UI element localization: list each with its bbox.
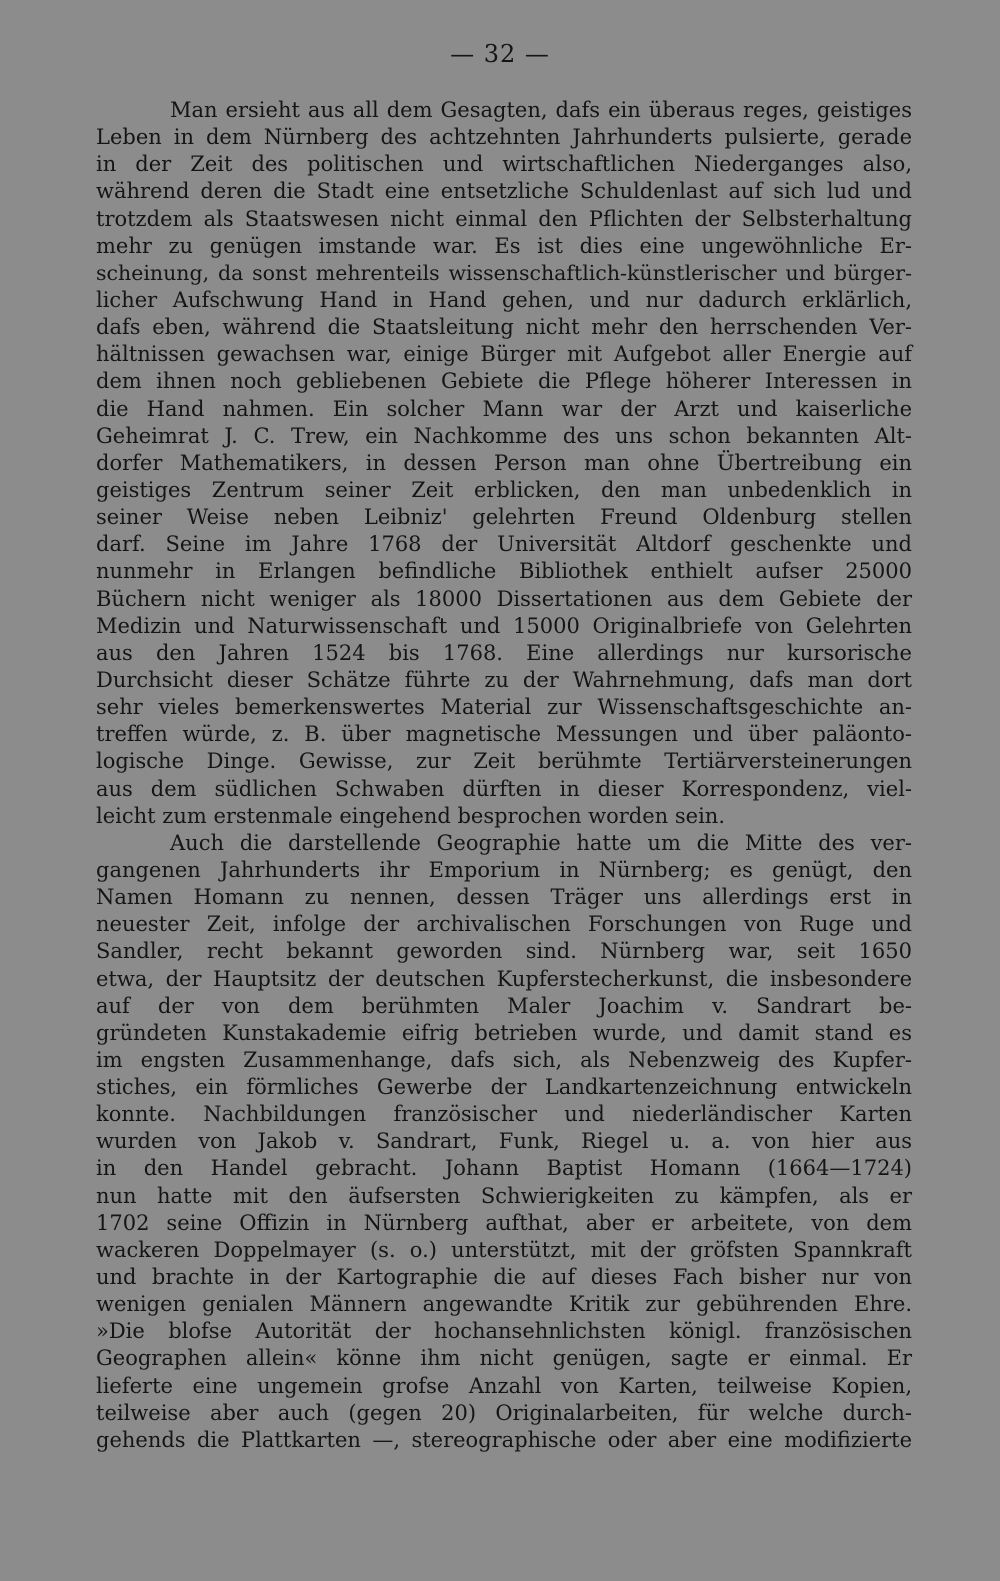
text-line: hältnissen gewachsen war, einige Bürger mit Aufgebot aller Energie auf bbox=[96, 342, 912, 367]
text-line: Man ersieht aus all dem Gesagten, dafs ein überaus reges, geistiges bbox=[170, 98, 912, 122]
text-line: »Die blofse Autorität der hochansehnlichsten königl. französischen bbox=[96, 1319, 912, 1344]
text-line: während deren die Stadt eine entsetzliche Schuldenlast auf sich lud und bbox=[96, 179, 912, 204]
text-line: logische Dinge. Gewisse, zur Zeit berühmte Tertiärversteinerungen bbox=[96, 749, 912, 774]
text-line: nunmehr in Erlangen befindliche Bibliothek enthielt aufser 25000 bbox=[96, 559, 912, 584]
text-line: Auch die darstellende Geographie hatte um die Mitte des ver- bbox=[170, 830, 912, 855]
text-line: neuester Zeit, infolge der archivalischen Forschungen von Ruge und bbox=[96, 912, 912, 937]
text-line: lieferte eine ungemein grofse Anzahl von Karten, teilweise Kopien, bbox=[96, 1373, 912, 1398]
text-line: 1702 seine Offizin in Nürnberg aufthat, aber er arbeitete, von dem bbox=[96, 1210, 912, 1235]
text-line: gangenen Jahrhunderts ihr Emporium in Nürnberg; es genügt, den bbox=[96, 857, 912, 882]
text-line: gehends die Plattkarten —, stereographische oder aber eine modifizierte bbox=[96, 1427, 912, 1452]
text-line: Büchern nicht weniger als 18000 Dissertationen aus dem Gebiete der bbox=[96, 586, 912, 611]
text-line: in den Handel gebracht. Johann Baptist Homann (1664—1724) bbox=[96, 1156, 912, 1181]
text-line: dem ihnen noch gebliebenen Gebiete die Pflege höherer Interessen in bbox=[96, 369, 912, 394]
text-line: konnte. Nachbildungen französischer und niederländischer Karten bbox=[96, 1102, 912, 1127]
text-line: die Hand nahmen. Ein solcher Mann war der Arzt und kaiserliche bbox=[96, 396, 912, 421]
text-line: scheinung, da sonst mehrenteils wissenschaftlich-künstlerischer und bürger- bbox=[96, 260, 912, 285]
text-line: seiner Weise neben Leibniz' gelehrten Freund Oldenburg stellen bbox=[96, 505, 912, 530]
text-line: dorfer Mathematikers, in dessen Person man ohne Übertreibung ein bbox=[96, 450, 912, 475]
text-line: licher Aufschwung Hand in Hand gehen, und nur dadurch erklärlich, bbox=[96, 287, 912, 312]
text-line: wenigen genialen Männern angewandte Kritik zur gebührenden Ehre. bbox=[96, 1292, 912, 1317]
text-line: trotzdem als Staatswesen nicht einmal den Pflichten der Selbsterhaltung bbox=[96, 206, 912, 231]
text-line: Geographen allein« könne ihm nicht genügen, sagte er einmal. Er bbox=[96, 1346, 912, 1371]
text-line: dafs eben, während die Staatsleitung nicht mehr den herrschenden Ver- bbox=[96, 315, 912, 340]
text-line: leicht zum erstenmale eingehend besprochen worden sein. bbox=[96, 803, 725, 828]
text-line: Namen Homann zu nennen, dessen Träger uns allerdings erst in bbox=[96, 885, 912, 910]
page-number: — 32 — bbox=[450, 40, 550, 68]
text-line: Geheimrat J. C. Trew, ein Nachkomme des uns schon bekannten Alt- bbox=[96, 423, 912, 448]
text-line: auf der von dem berühmten Maler Joachim v. Sandrart be- bbox=[96, 993, 912, 1018]
text-line: und brachte in der Kartographie die auf dieses Fach bisher nur von bbox=[96, 1265, 912, 1290]
text-line: in der Zeit des politischen und wirtschaftlichen Niederganges also, bbox=[96, 152, 912, 177]
text-line: teilweise aber auch (gegen 20) Originalarbeiten, für welche durch- bbox=[96, 1400, 912, 1425]
paragraph bbox=[96, 97, 912, 830]
text-line: wurden von Jakob v. Sandrart, Funk, Riegel u. a. von hier aus bbox=[96, 1129, 912, 1154]
text-line: etwa, der Hauptsitz der deutschen Kupferstecherkunst, die insbesondere bbox=[96, 966, 912, 991]
paragraph bbox=[96, 830, 912, 1454]
text-line: stiches, ein förmliches Gewerbe der Landkartenzeichnung entwickeln bbox=[96, 1075, 912, 1100]
text-line: im engsten Zusammenhange, dafs sich, als Nebenzweig des Kupfer- bbox=[96, 1047, 912, 1072]
text-line: sehr vieles bemerkenswertes Material zur Wissenschaftsgeschichte an- bbox=[96, 695, 912, 720]
text-line: treffen würde, z. B. über magnetische Messungen und über paläonto- bbox=[96, 722, 912, 747]
text-line: wackeren Doppelmayer (s. o.) unterstützt, mit der gröfsten Spannkraft bbox=[96, 1237, 912, 1262]
text-line: nun hatte mit den äufsersten Schwierigkeiten zu kämpfen, als er bbox=[96, 1183, 912, 1208]
text-line: Leben in dem Nürnberg des achtzehnten Jahrhunderts pulsierte, gerade bbox=[96, 125, 912, 150]
text-line: aus dem südlichen Schwaben dürften in dieser Korrespondenz, viel- bbox=[96, 776, 912, 801]
text-line: Sandler, recht bekannt geworden sind. Nürnberg war, seit 1650 bbox=[96, 939, 912, 964]
text-line: darf. Seine im Jahre 1768 der Universität Altdorf geschenkte und bbox=[96, 532, 912, 557]
text-line: Medizin und Naturwissenschaft und 15000 Originalbriefe von Gelehrten bbox=[96, 613, 912, 638]
text-line: mehr zu genügen imstande war. Es ist dies eine ungewöhnliche Er- bbox=[96, 233, 912, 258]
text-line: aus den Jahren 1524 bis 1768. Eine allerdings nur kursorische bbox=[96, 640, 912, 665]
text-line: gründeten Kunstakademie eifrig betrieben wurde, und damit stand es bbox=[96, 1020, 912, 1045]
text-line: geistiges Zentrum seiner Zeit erblicken, den man unbedenklich in bbox=[96, 477, 912, 502]
body-text bbox=[96, 97, 912, 1454]
text-line: Durchsicht dieser Schätze führte zu der Wahrnehmung, dafs man dort bbox=[96, 667, 912, 692]
